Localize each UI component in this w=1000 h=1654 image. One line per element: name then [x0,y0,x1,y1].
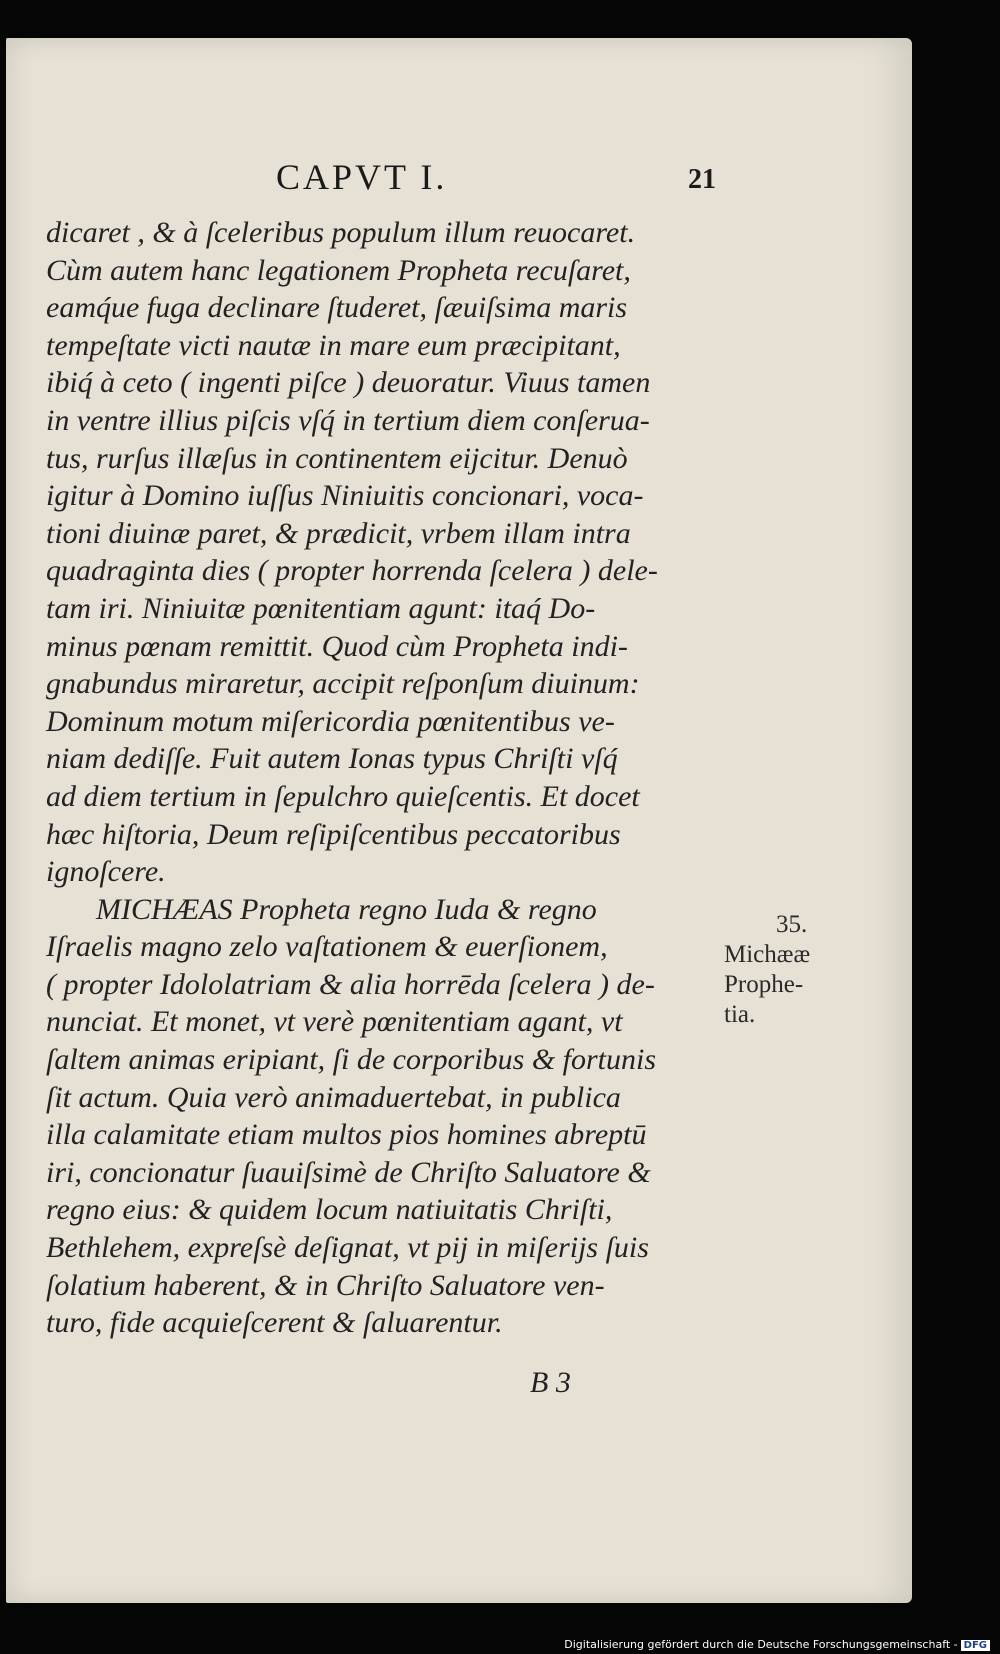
margin-note [724,910,854,1030]
text-line: Bethlehem, expreſsè deſignat, vt pij in miſerijs ſuis [46,1231,649,1265]
text-line: ſaltem animas eripiant, ſi de corporibus & fortunis [46,1043,657,1077]
text-line: dicaret , & à ſceleribus populum illum reuocaret. [46,216,636,249]
footer-credit [564,1638,990,1651]
text-line: minus pœnam remittit. Quod cùm Propheta indi- [46,629,628,663]
text-line: illa calamitate etiam multos pios homines abreptū [46,1118,647,1152]
signature-mark: B 3 [530,1366,571,1399]
text-line: tempeſtate victi nautæ in mare eum præcipitant, [46,328,621,362]
text-line: in ventre illius piſcis vſq́ in tertium diem conſerua- [46,403,650,437]
text-line: niam dediſſe. Fuit autem Ionas typus Chriſti vſq́ [46,742,618,776]
margin-note-number: 35. [776,911,808,938]
text-line: regno eius: & quidem locum natiuitatis Chriſti, [46,1193,613,1227]
page-number: 21 [688,164,716,195]
text-line: nunciat. Et monet, vt verè pœnitentiam agant, vt [46,1005,623,1039]
footer-credit-text: Digitalisierung gefördert durch die Deutsche Forschungsgemeinschaft - [564,1638,958,1651]
text-line: tam iri. Niniuitæ pœnitentiam agunt: itaq́ Do- [46,591,596,625]
text-line: hæc hiſtoria, Deum reſipiſcentibus peccatoribus [46,817,621,851]
text-line: tus, rurſus illæſus in continentem eijcitur. Denuò [46,441,628,475]
text-line: ( propter Idololatriam & alia horrēda ſcelera ) de- [46,967,655,1001]
text-line: tioni diuinæ paret, & prædicit, vrbem illam intra [46,516,631,550]
text-line: ſolatium haberent, & in Chriſto Saluatore ven- [46,1268,605,1302]
margin-note-line: Michææ [724,941,811,968]
running-title: CAPVT I. [276,157,448,197]
text-line: ad diem tertium in ſepulchro quieſcentis. Et docet [46,779,640,813]
text-line: turo, fide acquieſcerent & ſaluarentur. [46,1306,503,1340]
text-line: Dominum motum miſericordia pœnitentibus ve- [46,704,615,738]
body-text [46,214,716,1342]
page-header [276,156,716,206]
text-line: ſit actum. Quia verò animaduertebat, in publica [46,1080,621,1114]
dfg-logo: DFG [961,1640,990,1651]
footer-bar [0,1632,1000,1654]
text-line: iri, concionatur ſuauiſsimè de Chriſto Saluatore & [46,1155,651,1189]
text-line: gnabundus miraretur, accipit reſponſum diuinum: [46,667,640,701]
margin-note-line: Prophe- [724,971,804,998]
text-line: eamq́ue fuga declinare ſtuderet, ſæuiſsima maris [46,291,628,325]
text-line: ibiq́ à ceto ( ingenti piſce ) deuoratur. Viuus tamen [46,366,651,400]
text-line: ignoſcere. [46,855,166,889]
text-line: Iſraelis magno zelo vaſtationem & euerſionem, [46,930,608,964]
text-line: quadraginta dies ( propter horrenda ſcelera ) dele- [46,554,658,588]
text-line: MICHÆAS Propheta regno Iuda & regno [96,892,597,926]
margin-note-line: tia. [724,1001,756,1028]
text-line: Cùm autem hanc legationem Propheta recuſaret, [46,253,631,287]
book-page [6,38,912,1603]
text-line: igitur à Domino iuſſus Niniuitis concionari, voca- [46,479,644,513]
